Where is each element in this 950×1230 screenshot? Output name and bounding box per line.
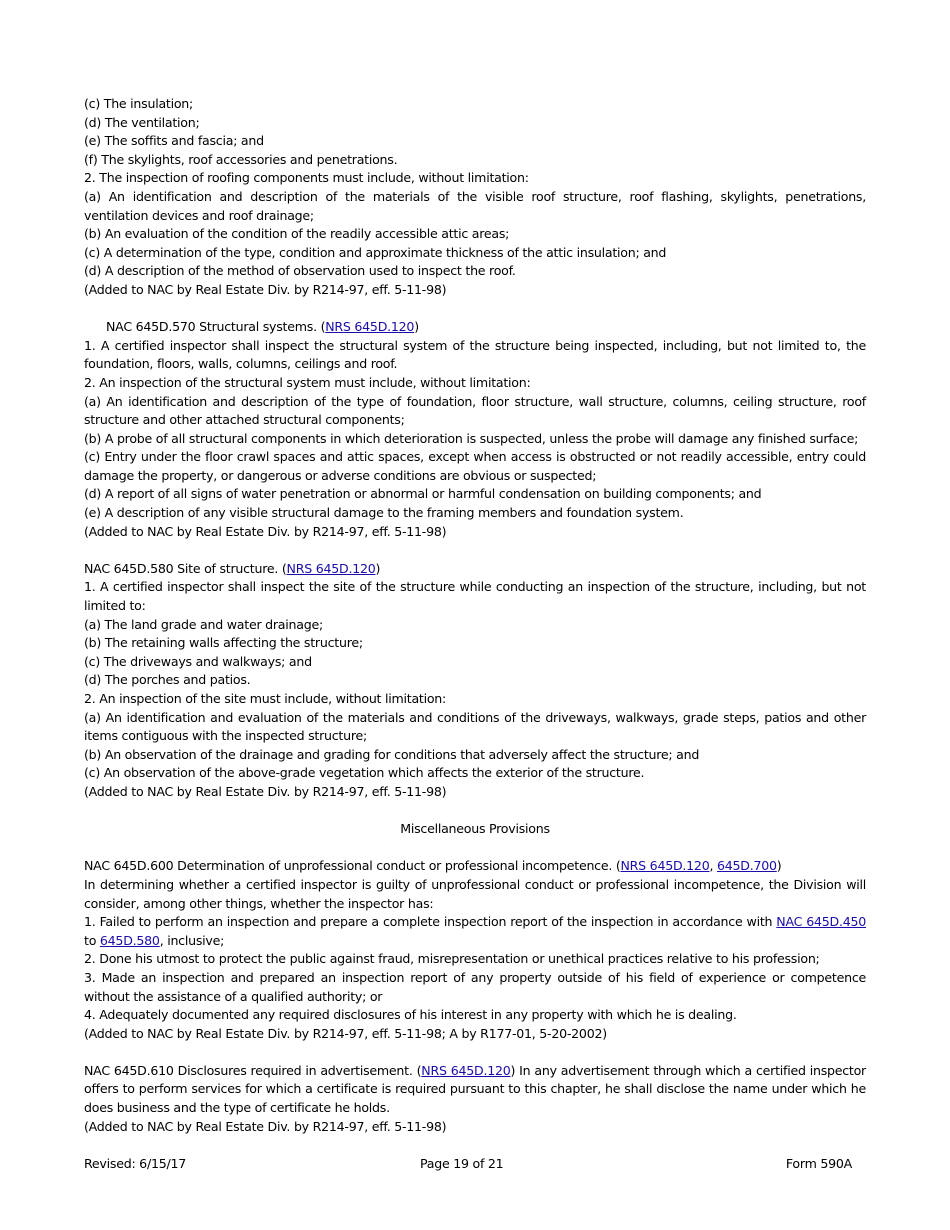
heading-close: ) — [414, 319, 419, 335]
nrs-link[interactable]: NRS 645D.120 — [325, 319, 415, 335]
section-heading — [84, 1062, 866, 1118]
heading-text: NAC 645D.570 Structural systems. ( — [106, 319, 326, 335]
history-note: (Added to NAC by Real Estate Div. by R214-97, eff. 5-11-98) — [84, 523, 447, 539]
paragraph: 1. A certified inspector shall inspect the structural system of the structure being inspected, including, but not limited to, the foundation, floors, walls, columns, ceilings and roof. — [84, 337, 866, 372]
paragraph: (b) The retaining walls affecting the structure; — [84, 635, 363, 651]
paragraph: (c) The insulation; — [84, 96, 194, 111]
nac-link-580[interactable]: 645D.580 — [99, 932, 160, 948]
heading-close: ) — [375, 560, 381, 576]
roof-section-continuation — [84, 95, 866, 300]
history-note: (Added to NAC by Real Estate Div. by R214-97, eff. 5-11-98) — [84, 281, 447, 297]
document-page — [84, 95, 866, 1136]
paragraph: (a) An identification and evaluation of the materials and conditions of the driveways, walkways, grade steps, patios and other items contiguous with the inspected structure; — [84, 709, 866, 744]
paragraph: (d) The ventilation; — [84, 114, 200, 130]
section-645d-570 — [84, 318, 866, 541]
paragraph: (f) The skylights, roof accessories and penetrations. — [84, 151, 398, 167]
item-text: 1. Failed to perform an inspection and prepare a complete inspection report of the inspection in accordance with — [84, 914, 777, 930]
section-heading — [84, 857, 866, 876]
section-645d-610 — [84, 1062, 866, 1136]
paragraph: (a) An identification and description of the materials of the visible roof structure, roof flashing, skylights, penetrations, ventilation devices and roof drainage; — [84, 188, 866, 223]
item-text: , inclusive; — [159, 932, 225, 948]
paragraph: (c) A determination of the type, condition and approximate thickness of the attic insulation; and — [84, 244, 667, 260]
paragraph: In determining whether a certified inspector is guilty of unprofessional conduct or professional incompetence, the Division will consider, among other things, whether the inspector has: — [84, 876, 866, 911]
paragraph — [84, 913, 866, 950]
paragraph: (d) The porches and patios. — [84, 672, 251, 688]
heading-close: ) — [776, 858, 782, 874]
paragraph: 2. The inspection of roofing components must include, without limitation: — [84, 170, 529, 186]
paragraph: 2. An inspection of the structural system must include, without limitation: — [84, 374, 531, 390]
paragraph: (b) An observation of the drainage and grading for conditions that adversely affect the structure; and — [84, 746, 700, 762]
section-heading — [84, 560, 866, 579]
history-note: (Added to NAC by Real Estate Div. by R214-97, eff. 5-11-98) — [84, 1118, 447, 1134]
paragraph: (a) The land grade and water drainage; — [84, 616, 323, 632]
nrs-link[interactable]: NRS 645D.120 — [620, 858, 710, 874]
heading-text: NAC 645D.580 Site of structure. ( — [84, 560, 287, 576]
paragraph: (b) An evaluation of the condition of the readily accessible attic areas; — [84, 226, 510, 242]
page-footer — [84, 1156, 852, 1175]
misc-provisions-heading: Miscellaneous Provisions — [400, 821, 550, 837]
nrs-link[interactable]: NRS 645D.120 — [421, 1062, 511, 1078]
form-number: Form 590A — [785, 1156, 852, 1171]
paragraph: 1. A certified inspector shall inspect the site of the structure while conducting an inspection of the structure, including, but not limited to: — [84, 579, 866, 614]
nrs-link-700[interactable]: 645D.700 — [716, 858, 777, 874]
revised-date: Revised: 6/15/17 — [84, 1156, 186, 1171]
paragraph: 2. Done his utmost to protect the public against fraud, misrepresentation or unethical practices relative to his profession; — [84, 951, 820, 967]
heading-text: NAC 645D.610 Disclosures required in advertisement. ( — [84, 1062, 422, 1078]
paragraph: 2. An inspection of the site must include, without limitation: — [84, 691, 447, 706]
paragraph: (d) A description of the method of observation used to inspect the roof. — [84, 263, 516, 279]
history-note: (Added to NAC by Real Estate Div. by R214-97, eff. 5-11-98) — [84, 783, 447, 799]
paragraph: (c) The driveways and walkways; and — [84, 653, 312, 669]
separator: , — [709, 858, 717, 874]
section-645d-600 — [84, 857, 866, 1043]
section-645d-580 — [84, 560, 866, 802]
paragraph: 3. Made an inspection and prepared an inspection report of any property outside of his field of experience or competence without the assistance of a qualified authority; or — [84, 969, 866, 1004]
paragraph: (e) The soffits and fascia; and — [84, 133, 264, 149]
heading-body: ) In any advertisement through which a certified inspector offers to perform services for which a certificate is required pursuant to this chapter, he shall disclose the name under which he does business and the type of certificate he holds. — [84, 1062, 866, 1116]
item-text: to — [84, 932, 100, 948]
history-note: (Added to NAC by Real Estate Div. by R214-97, eff. 5-11-98; A by R177-01, 5-20-2002) — [84, 1025, 607, 1041]
heading-text: NAC 645D.600 Determination of unprofessional conduct or professional incompetence. ( — [84, 858, 621, 874]
paragraph: 4. Adequately documented any required disclosures of his interest in any property with which he is dealing. — [84, 1007, 737, 1023]
page-number: Page 19 of 21 — [420, 1156, 504, 1171]
nrs-link[interactable]: NRS 645D.120 — [286, 560, 376, 576]
nac-link-450[interactable]: NAC 645D.450 — [776, 914, 866, 930]
paragraph: (c) Entry under the floor crawl spaces and attic spaces, except when access is obstructed or not readily accessible, entry could damage the property, or dangerous or adverse conditions are obvious or suspected; — [84, 449, 866, 483]
paragraph: (e) A description of any visible structural damage to the framing members and foundation system. — [84, 505, 684, 521]
section-heading — [84, 318, 866, 337]
paragraph: (c) An observation of the above-grade vegetation which affects the exterior of the structure. — [84, 765, 645, 781]
paragraph: (a) An identification and description of the type of foundation, floor structure, wall structure, columns, ceiling structure, roof structure and other attached structural components; — [84, 393, 866, 428]
paragraph: (d) A report of all signs of water penetration or abnormal or harmful condensation on building components; and — [84, 486, 762, 502]
paragraph: (b) A probe of all structural components in which deterioration is suspected, unless the probe will damage any finished surface; — [84, 430, 859, 446]
